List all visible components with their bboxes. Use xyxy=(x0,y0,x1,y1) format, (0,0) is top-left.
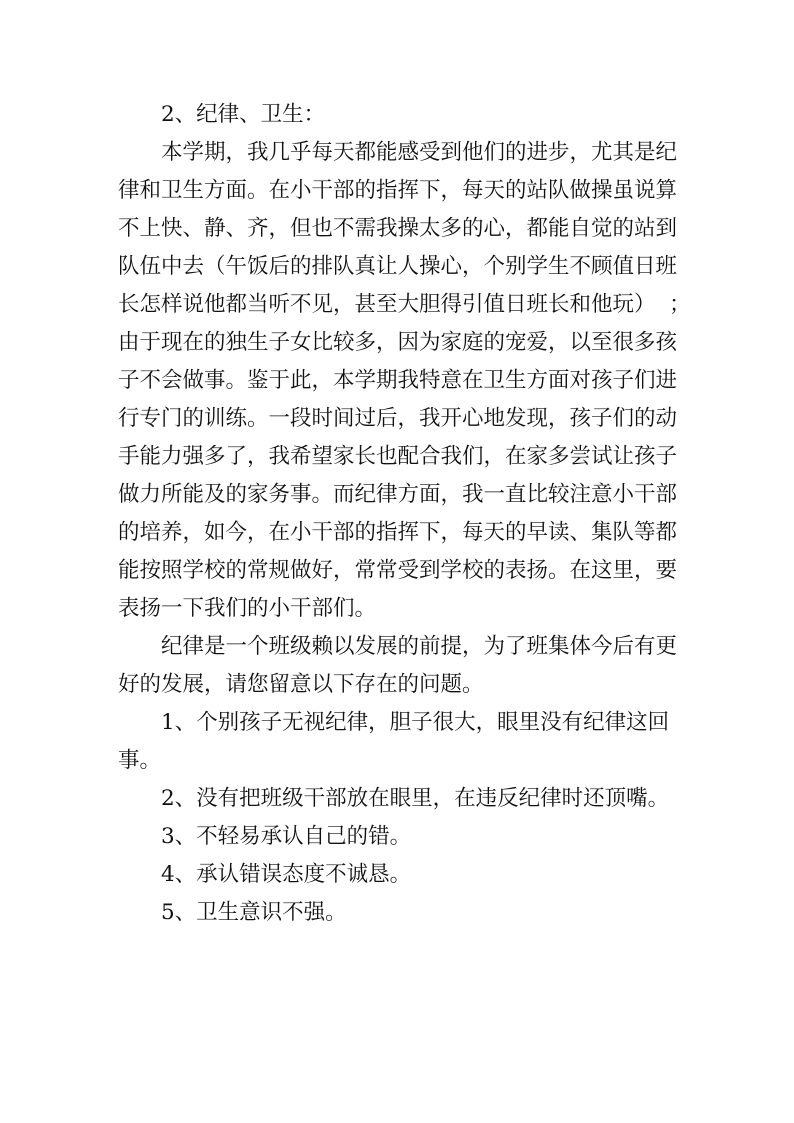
paragraph-line: 不上快、静、齐，但也不需我操太多的心，都能自觉的站到 xyxy=(118,216,678,241)
list-item-5: 5、卫生意识不强。 xyxy=(161,900,347,925)
document-body xyxy=(118,96,691,932)
paragraph-line: 由于现在的独生子女比较多，因为家庭的宠爱，以至很多孩 xyxy=(118,330,678,355)
paragraph-line: 子不会做事。鉴于此，本学期我特意在卫生方面对孩子们进 xyxy=(118,368,678,393)
paragraph-line: 队伍中去（午饭后的排队真让人操心，个别学生不顾值日班 xyxy=(118,254,678,279)
list-item-2: 2、没有把班级干部放在眼里，在违反纪律时还顶嘴。 xyxy=(161,786,670,811)
list-item-1-continued: 事。 xyxy=(118,748,162,773)
paragraph-line: 好的发展，请您留意以下存在的问题。 xyxy=(118,672,484,697)
list-item-1: 1、个别孩子无视纪律，胆子很大，眼里没有纪律这回 xyxy=(161,710,670,735)
paragraph-line: 的培养，如今，在小干部的指挥下，每天的早读、集队等都 xyxy=(118,520,678,545)
list-item-4: 4、承认错误态度不诚恳。 xyxy=(161,862,412,887)
paragraph-line: 本学期，我几乎每天都能感受到他们的进步，尤其是纪 xyxy=(161,140,678,165)
paragraph-line: 做力所能及的家务事。而纪律方面，我一直比较注意小干部 xyxy=(118,482,678,507)
paragraph-line: 能按照学校的常规做好，常常受到学校的表扬。在这里，要 xyxy=(118,558,678,583)
list-item-3: 3、不轻易承认自己的错。 xyxy=(161,824,412,849)
paragraph-line: 纪律是一个班级赖以发展的前提，为了班集体今后有更 xyxy=(161,634,678,659)
heading-discipline-hygiene: 2、纪律、卫生： xyxy=(161,102,326,127)
paragraph-line: 律和卫生方面。在小干部的指挥下，每天的站队做操虽说算 xyxy=(118,178,678,203)
paragraph-line: 行专门的训练。一段时间过后，我开心地发现，孩子们的动 xyxy=(118,406,678,431)
paragraph-line: 表扬一下我们的小干部们。 xyxy=(118,596,377,621)
paragraph-line: 手能力强多了，我希望家长也配合我们，在家多尝试让孩子 xyxy=(118,444,678,469)
paragraph-line: 长怎样说他都当听不见，甚至大胆得引值日班长和他玩） ； xyxy=(118,292,691,317)
